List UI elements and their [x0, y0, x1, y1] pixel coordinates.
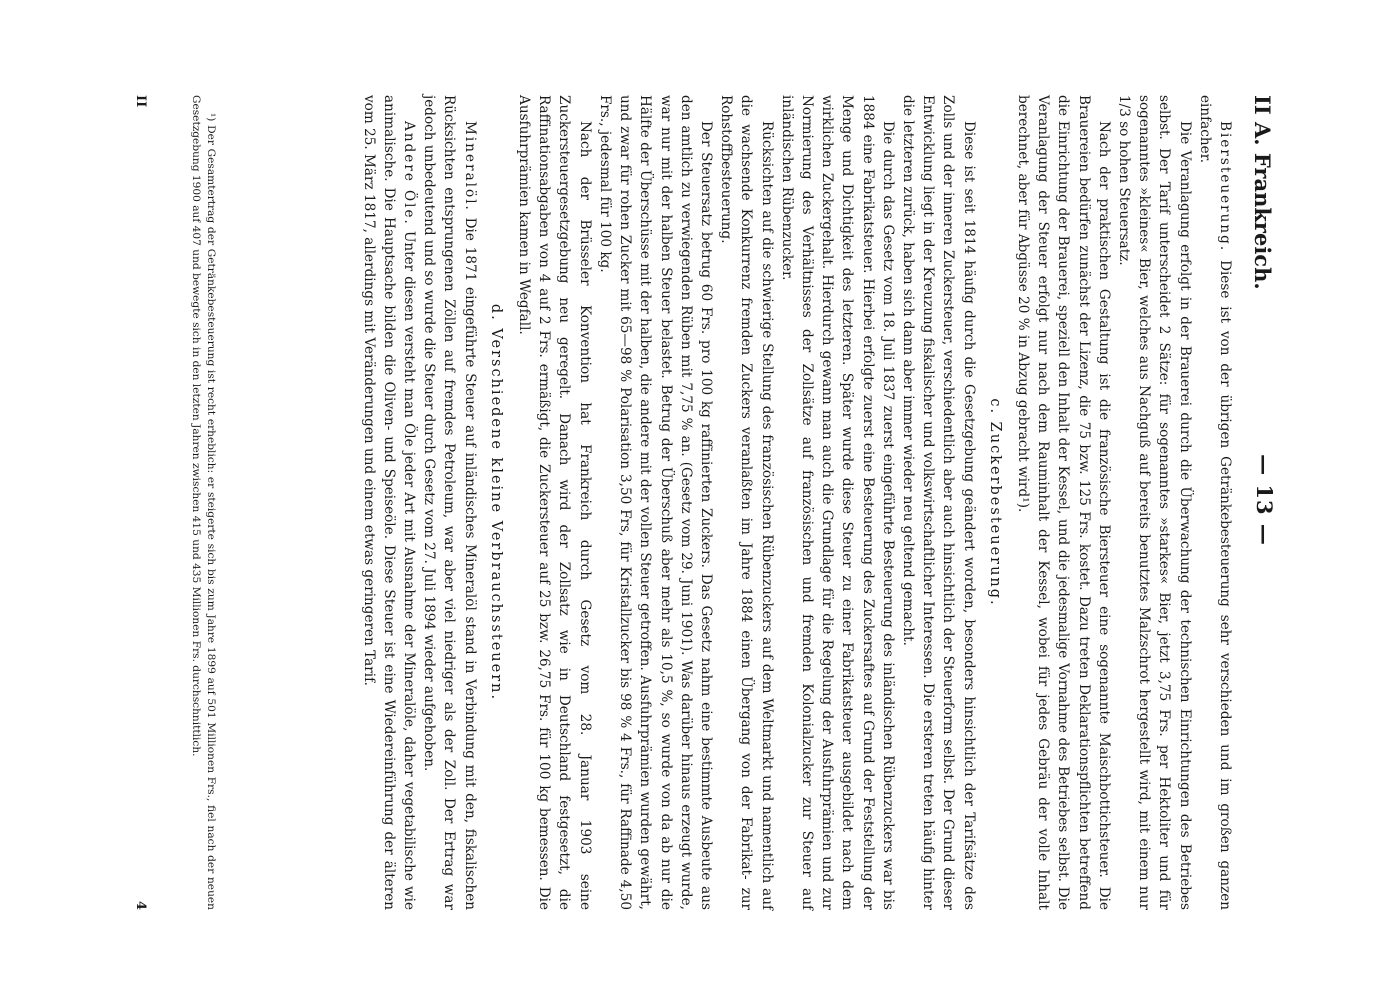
signature-left: II	[133, 95, 148, 108]
page-number: — 13 —	[1252, 454, 1277, 546]
term-heading: Biersteuerung.	[1217, 121, 1233, 253]
chapter-title: II A. Frankreich.	[1250, 95, 1275, 290]
paragraph: Die Veranlagung erfolgt in der Brauerei durch die Überwachung der technischen Einrichtungen des Betriebes selbst. Der Tarif unterscheidet 2 Sätze: für sogenanntes »starkes« Bier, jetzt 3,75 Frs. per Hektoliter und für sogenanntes »kleines« Bier, welches aus Nachguß auf bereits benutztes Malzschrot hergestellt wird, mit einem nur 1/3 so hohen Steuersatz.	[1115, 95, 1193, 910]
signature-right: 4	[133, 900, 148, 910]
section-heading-c: c. Zuckerbesteuerung.	[986, 398, 1003, 607]
paragraph	[419, 95, 480, 910]
paragraph: Die durch das Gesetz vom 18. Juli 1837 zuerst eingeführte Besteuerung des inländischen Rübenzuckers war bis 1884 eine Fabrikatsteuer. Hierbei erfolgte zuerst eine Besteuerung des Zuckersaftes auf Grund der Feststellung der Menge und Dichtigkeit des letzteren. Später wurde diese Steuer zu einer Fabrikatsteuer ausgebildet nach dem wirklichen Zuckergehalt. Hierdurch gewann man auch die Grundlage für die Regelung der Ausfuhrprämien und zur Normierung des Verhältnisses der Zollsätze auf französischen und fremden Kolonialzucker zur Steuer auf inländischen Rübenzucker.	[778, 95, 896, 910]
paragraph: Diese ist seit 1814 häufig durch die Gesetzgebung geändert worden, besonders hinsichtlich der Tarifsätze des Zolls und der inneren Zuckersteuer, verschiedentlich aber auch hinsichtlich der Steuerform selbst. Der Grund dieser Entwicklung liegt in der Kreuzung fiskalischer und volkswirtschaftlicher Interessen. Die ersteren treten häufig hinter die letzteren zurück, haben sich dann aber immer wieder neu geltend gemacht.	[899, 95, 977, 910]
footnote-text: ¹) Der Gesamtertrag der Getränkebesteuerung ist recht erheblich: er steigerte sich bis zum Jahre 1899 auf 501 Millionen Frs., fiel nach der neuen Gesetzgebung 1900 auf 407 und bewegte sich in den letzten Jahren zwischen 415 und 435 Millionen Frs. durchschnittlich.	[190, 95, 217, 910]
section-heading-d: d. Verschiedene kleine Verbrauchssteuern.	[487, 303, 504, 702]
paragraph: Nach der Brüsseler Konvention hat Frankreich durch Gesetz vom 28. Januar 1903 seine Zuckersteuergesetzgebung neu geregelt. Danach wird der Zollsatz wie in Deutschland festgesetzt, die Raffinationsabgaben von 4 auf 2 Frs. ermäßigt, die Zuckersteuer auf 25 bzw. 26,75 Frs. für 100 kg bemessen. Die Ausfuhrprämien kamen in Wegfall.	[516, 95, 593, 910]
term-heading: Andere Öle.	[401, 121, 418, 226]
page-body	[358, 95, 1235, 910]
paragraph-text: Diese ist von der übrigen Getränkebesteuerung sehr verschieden und im großen ganzen einfacher.	[1196, 95, 1233, 910]
page-header	[1235, 95, 1275, 905]
paragraph	[1195, 95, 1235, 910]
paragraph: Der Steuersatz betrug 60 Frs. pro 100 kg raffinierten Zuckers. Das Gesetz nahm eine bestimmte Ausbeute aus den amtlich zu verwiegenden Rüben mit 7,75 % an. (Gesetz vom 29. Juni 1901). Was darüber hinaus erzeugt wurde, war nur mit der halben Steuer belastet. Betrug der Überschuß aber mehr als 10,5 %, so wurde von da ab nur die Hälfte der Überschüsse mit der halben, die andere mit der vollen Steuer getroffen. Ausfuhrprämien wurden gewährt, und zwar für rohen Zucker mit 65—98 % Polarisation 3,50 Frs, für Kristallzucker bis 98 % 4 Frs., für Raffinade 4,50 Frs., jedesmal für 100 kg.	[596, 95, 714, 910]
paragraph	[358, 95, 419, 910]
paragraph-text: Unter diesen versteht man Öle jeder Art mit Ausnahme der Mineralöle, daher vegetabilische wie animalische. Die Hauptsache bilden die Oliven- und Speiseöle. Diese Steuer ist eine Wiedereinführung der älteren vom 25. März 1817, allerdings mit Veränderungen und einem etwas geringeren Tarif.	[360, 95, 418, 911]
footnote	[188, 95, 218, 910]
term-heading: Mineralöl.	[461, 121, 478, 212]
paragraph: Rücksichten auf die schwierige Stellung des französischen Rübenzuckers auf dem Weltmarkt und namentlich auf die wachsende Konkurrenz fremden Zuckers veranlaßten im Jahre 1884 einen Übergang von der Fabrikat- zur Rohstoffbesteuerung.	[718, 95, 775, 910]
paragraph-text: Die 1871 eingeführte Steuer auf inländisches Mineralöl stand in Verbindung mit den, fiskalischen Rücksichten entsprungenen Zöllen auf fremdes Petroleum, war aber viel niedriger als der Zoll. Der Ertrag war jedoch unbedeutend und so wurde die Steuer durch Gesetz vom 27. Juli 1894 wieder aufgehoben.	[421, 95, 478, 911]
signature-line	[128, 95, 148, 910]
paragraph: Nach der praktischen Gestaltung ist die französische Biersteuer eine sogenannte Maischbottichsteuer. Die Brauereien bedürfen zunächst der Lizenz, die 75 bzw. 125 Frs. kostet. Dazu treten Deklarationspflichten betreffend die Einrichtung der Brauerei, speziell den Inhalt der Kessel, und die jedesmalige Vornahme des Betriebes selbst. Die Veranlagung der Steuer erfolgt nur nach dem Rauminhalt der Kessel, wobei für jedes Gebräu der volle Inhalt berechnet, aber für Abgüsse 20 % in Abzug gebracht wird¹).	[1014, 95, 1112, 910]
